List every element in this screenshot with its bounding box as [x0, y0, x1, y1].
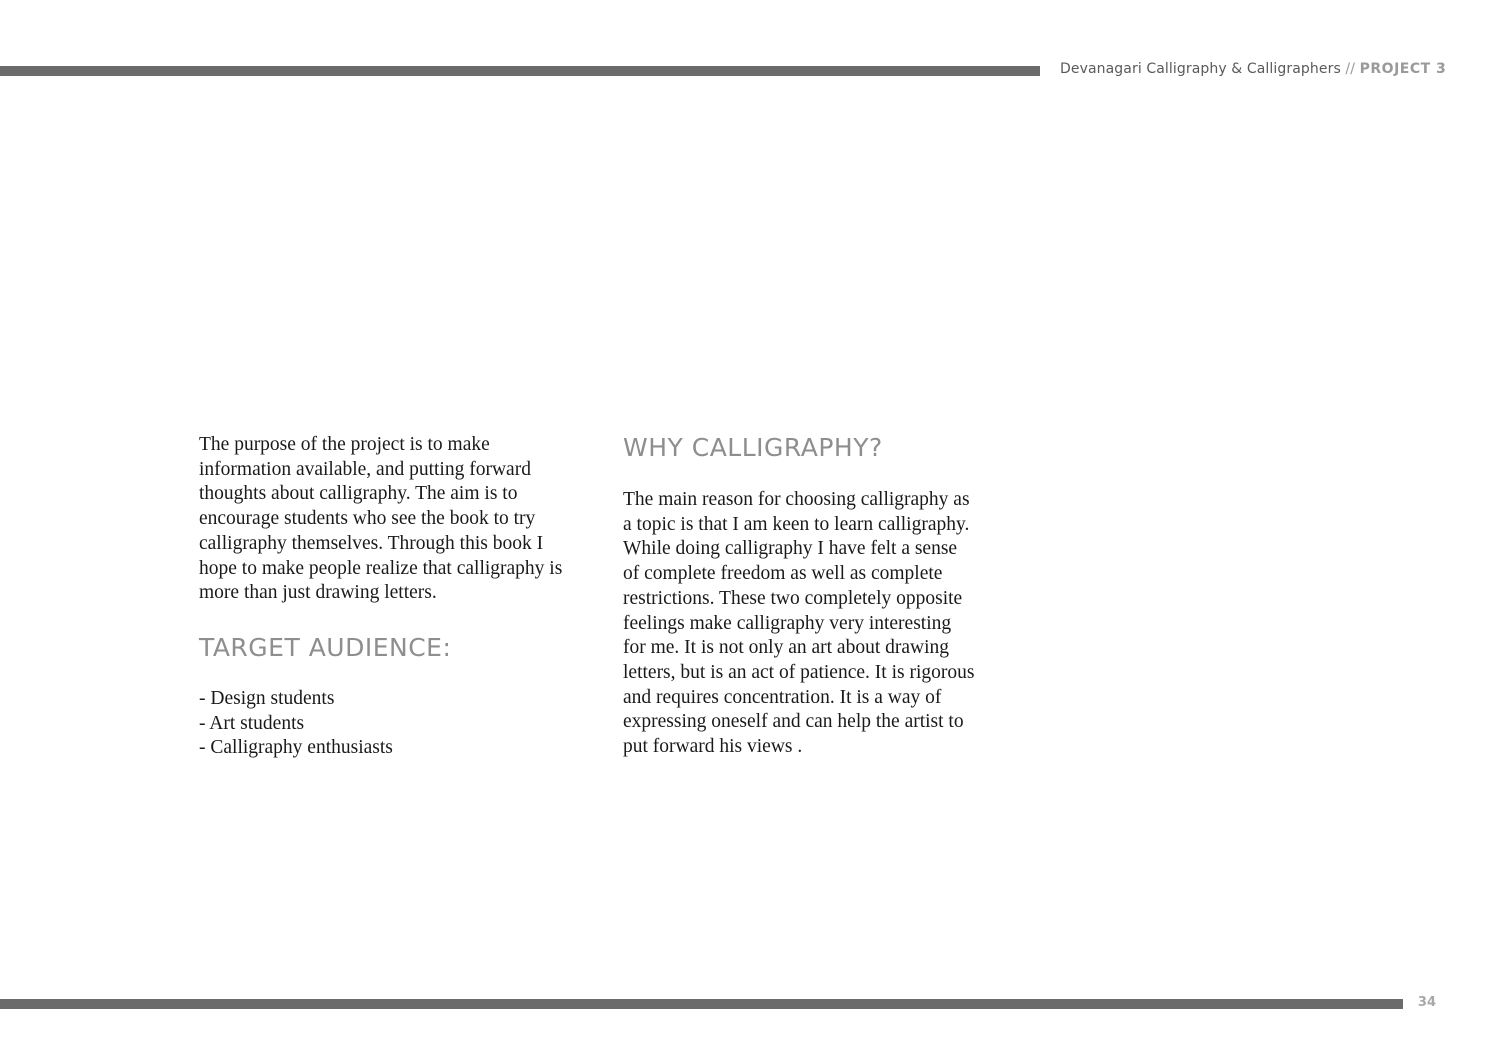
- purpose-line: The purpose of the project is to make: [199, 434, 490, 455]
- audience-list: [199, 687, 599, 761]
- purpose-paragraph: [199, 433, 599, 606]
- reason-line: expressing oneself and can help the artist to: [623, 711, 964, 733]
- left-column: [199, 433, 599, 761]
- audience-item: - Art students: [199, 712, 305, 734]
- reason-paragraph: [623, 488, 1023, 760]
- reason-line: While doing calligraphy I have felt a sense: [623, 538, 958, 560]
- reason-line: letters, but is an act of patience. It is rigorous: [623, 661, 975, 683]
- project-label: PROJECT 3: [1359, 61, 1447, 77]
- reason-line: of complete freedom as well as complete: [623, 563, 943, 585]
- purpose-line: information available, and putting forward: [199, 458, 531, 480]
- purpose-line: encourage students who see the book to try: [199, 508, 536, 530]
- running-header: [1060, 61, 1447, 77]
- reason-line: The main reason for choosing calligraphy as: [623, 489, 970, 510]
- audience-item: - Calligraphy enthusiasts: [199, 737, 393, 759]
- purpose-line: hope to make people realize that calligraphy is: [199, 557, 563, 579]
- why-calligraphy-heading: WHY CALLIGRAPHY?: [623, 433, 883, 462]
- purpose-line: calligraphy themselves. Through this book I: [199, 532, 544, 554]
- reason-line: put forward his views .: [623, 736, 803, 758]
- reason-line: for me. It is not only an art about drawing: [623, 637, 950, 659]
- bottom-rule: [0, 999, 1403, 1009]
- reason-line: restrictions. These two completely opposite: [623, 587, 963, 609]
- target-audience-heading: TARGET AUDIENCE:: [199, 632, 452, 662]
- reason-line: a topic is that I am keen to learn calligraphy.: [623, 513, 970, 535]
- top-rule: [0, 66, 1040, 76]
- reason-line: and requires concentration. It is a way of: [623, 686, 942, 708]
- audience-item: - Design students: [199, 687, 335, 709]
- page-number: 34: [1417, 995, 1436, 1010]
- right-column: [623, 433, 1023, 760]
- book-title: Devanagari Calligraphy & Calligraphers: [1060, 61, 1341, 77]
- reason-line: feelings make calligraphy very interesting: [623, 612, 952, 634]
- purpose-line: thoughts about calligraphy. The aim is to: [199, 483, 518, 505]
- purpose-line: more than just drawing letters.: [199, 582, 437, 604]
- header-separator: //: [1345, 61, 1356, 77]
